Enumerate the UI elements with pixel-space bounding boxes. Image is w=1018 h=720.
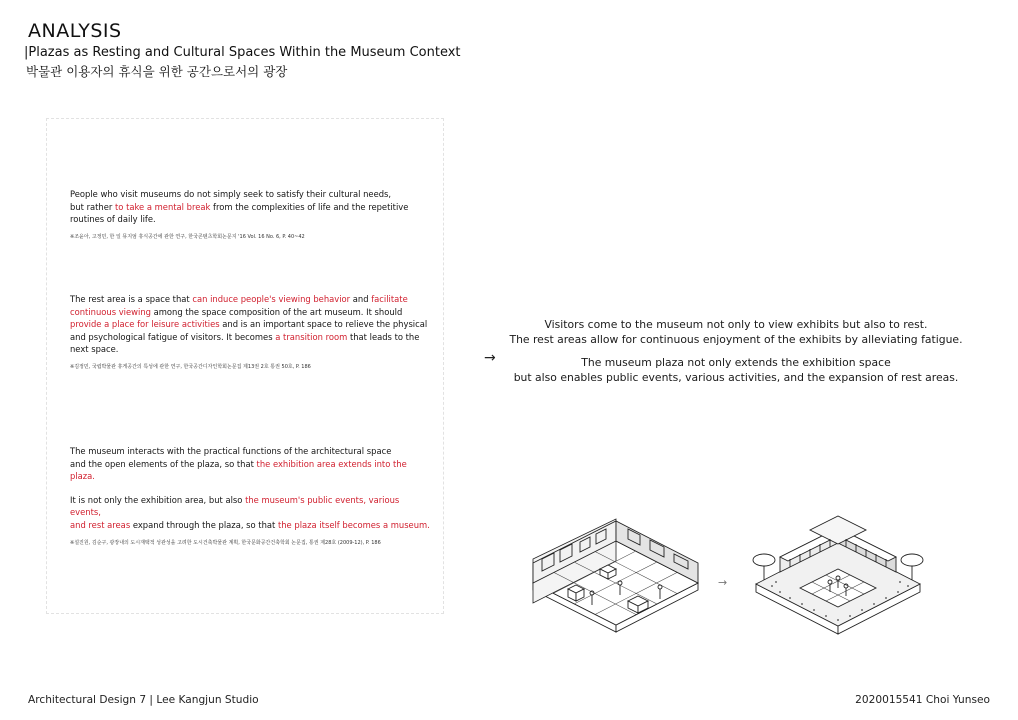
citation: ※조윤아, 고정민, 한 일 뮤지엄 휴식공간에 관한 연구, 한국콘텐츠학회논문지 '16 Vol. 16 No. 6, P. 40~42 — [70, 233, 305, 240]
research-line — [70, 318, 430, 331]
research-line — [70, 293, 430, 306]
body-text: but rather — [70, 201, 115, 212]
body-text: People who visit museums do not simply seek to satisfy their cultural needs, — [70, 189, 392, 199]
research-line — [70, 306, 430, 319]
highlight-text: the exhibition area extends into the plaza. — [70, 458, 407, 482]
body-text: and — [350, 294, 372, 304]
research-line — [70, 458, 430, 483]
highlight-text: provide a place for leisure activities — [70, 319, 220, 330]
research-line — [70, 201, 430, 214]
highlight-text: facilitate — [371, 294, 408, 304]
research-line — [70, 213, 430, 226]
body-text: routines of daily life. — [70, 214, 156, 225]
arrow-right-icon: → — [718, 576, 728, 589]
body-text: from the complexities of life and the repetitive — [210, 201, 409, 212]
highlight-text: continuous viewing — [70, 306, 151, 317]
research-line — [70, 188, 430, 201]
body-text: The museum interacts with the practical functions of the architectural space — [70, 446, 392, 456]
summary-line: The museum plaza not only extends the exhibition space — [581, 356, 891, 369]
footer-student: 2020015541 Choi Yunseo — [855, 694, 990, 706]
body-text: It is not only the exhibition area, but also — [70, 494, 246, 505]
summary-line: The rest areas allow for continuous enjoyment of the exhibits by alleviating fatigue. — [509, 333, 963, 346]
body-text: The rest area is a space that — [70, 294, 193, 304]
highlight-text: the museum's public events, various events, — [70, 494, 400, 518]
summary-line: but also enables public events, various activities, and the expansion of rest areas. — [513, 371, 959, 384]
highlight-text: can induce people's viewing behavior — [192, 294, 351, 304]
research-line — [70, 343, 430, 356]
research-line — [70, 494, 430, 519]
citation: ※김정민, 국립박물관 휴게공간의 특성에 관한 연구, 한국공간디자인학회논문집 제13권 2호 통권 50호, P. 186 — [70, 363, 311, 370]
highlight-text: to take a mental break — [115, 201, 211, 212]
page-title: ANALYSIS — [28, 20, 122, 42]
page-subtitle-korean: 박물관 이용자의 휴식을 위한 공간으로서의 광장 — [26, 64, 288, 79]
body-text: next space. — [70, 344, 119, 355]
museum-interior-axonometric — [528, 517, 704, 649]
highlight-text: and rest areas — [70, 519, 131, 530]
citation: ※설진원, 김순구, 광장내의 도시재택적 성관성을 고려한 도시건축박물관 계획, 한국문화공간건축학회 논문집, 통권 제28호 (2009-12), P. 186 — [70, 539, 381, 546]
footer-course: Architectural Design 7 | Lee Kangjun Studio — [28, 694, 259, 706]
body-text: expand through the plaza, so that — [130, 519, 278, 530]
body-text: among the space composition of the art museum. It should — [150, 306, 403, 317]
research-block — [70, 188, 430, 241]
arrow-right-icon: → — [484, 350, 496, 366]
page-subtitle: |Plazas as Resting and Cultural Spaces Within the Museum Context — [24, 45, 461, 60]
summary-text — [494, 317, 978, 385]
research-block — [70, 445, 430, 547]
museum-plaza-axonometric — [750, 512, 926, 650]
research-line — [70, 519, 430, 532]
summary-line: Visitors come to the museum not only to view exhibits but also to rest. — [544, 318, 928, 331]
research-line — [70, 445, 430, 458]
highlight-text: the plaza itself becomes a museum. — [277, 519, 430, 530]
body-text: that leads to the — [347, 331, 420, 342]
research-line — [70, 331, 430, 344]
body-text: and the open elements of the plaza, so that — [70, 458, 257, 469]
body-text: and psychological fatigue of visitors. It becomes — [70, 331, 276, 342]
body-text: and is an important space to relieve the physical — [219, 319, 428, 330]
research-block — [70, 293, 430, 371]
highlight-text: a transition room — [275, 331, 348, 342]
